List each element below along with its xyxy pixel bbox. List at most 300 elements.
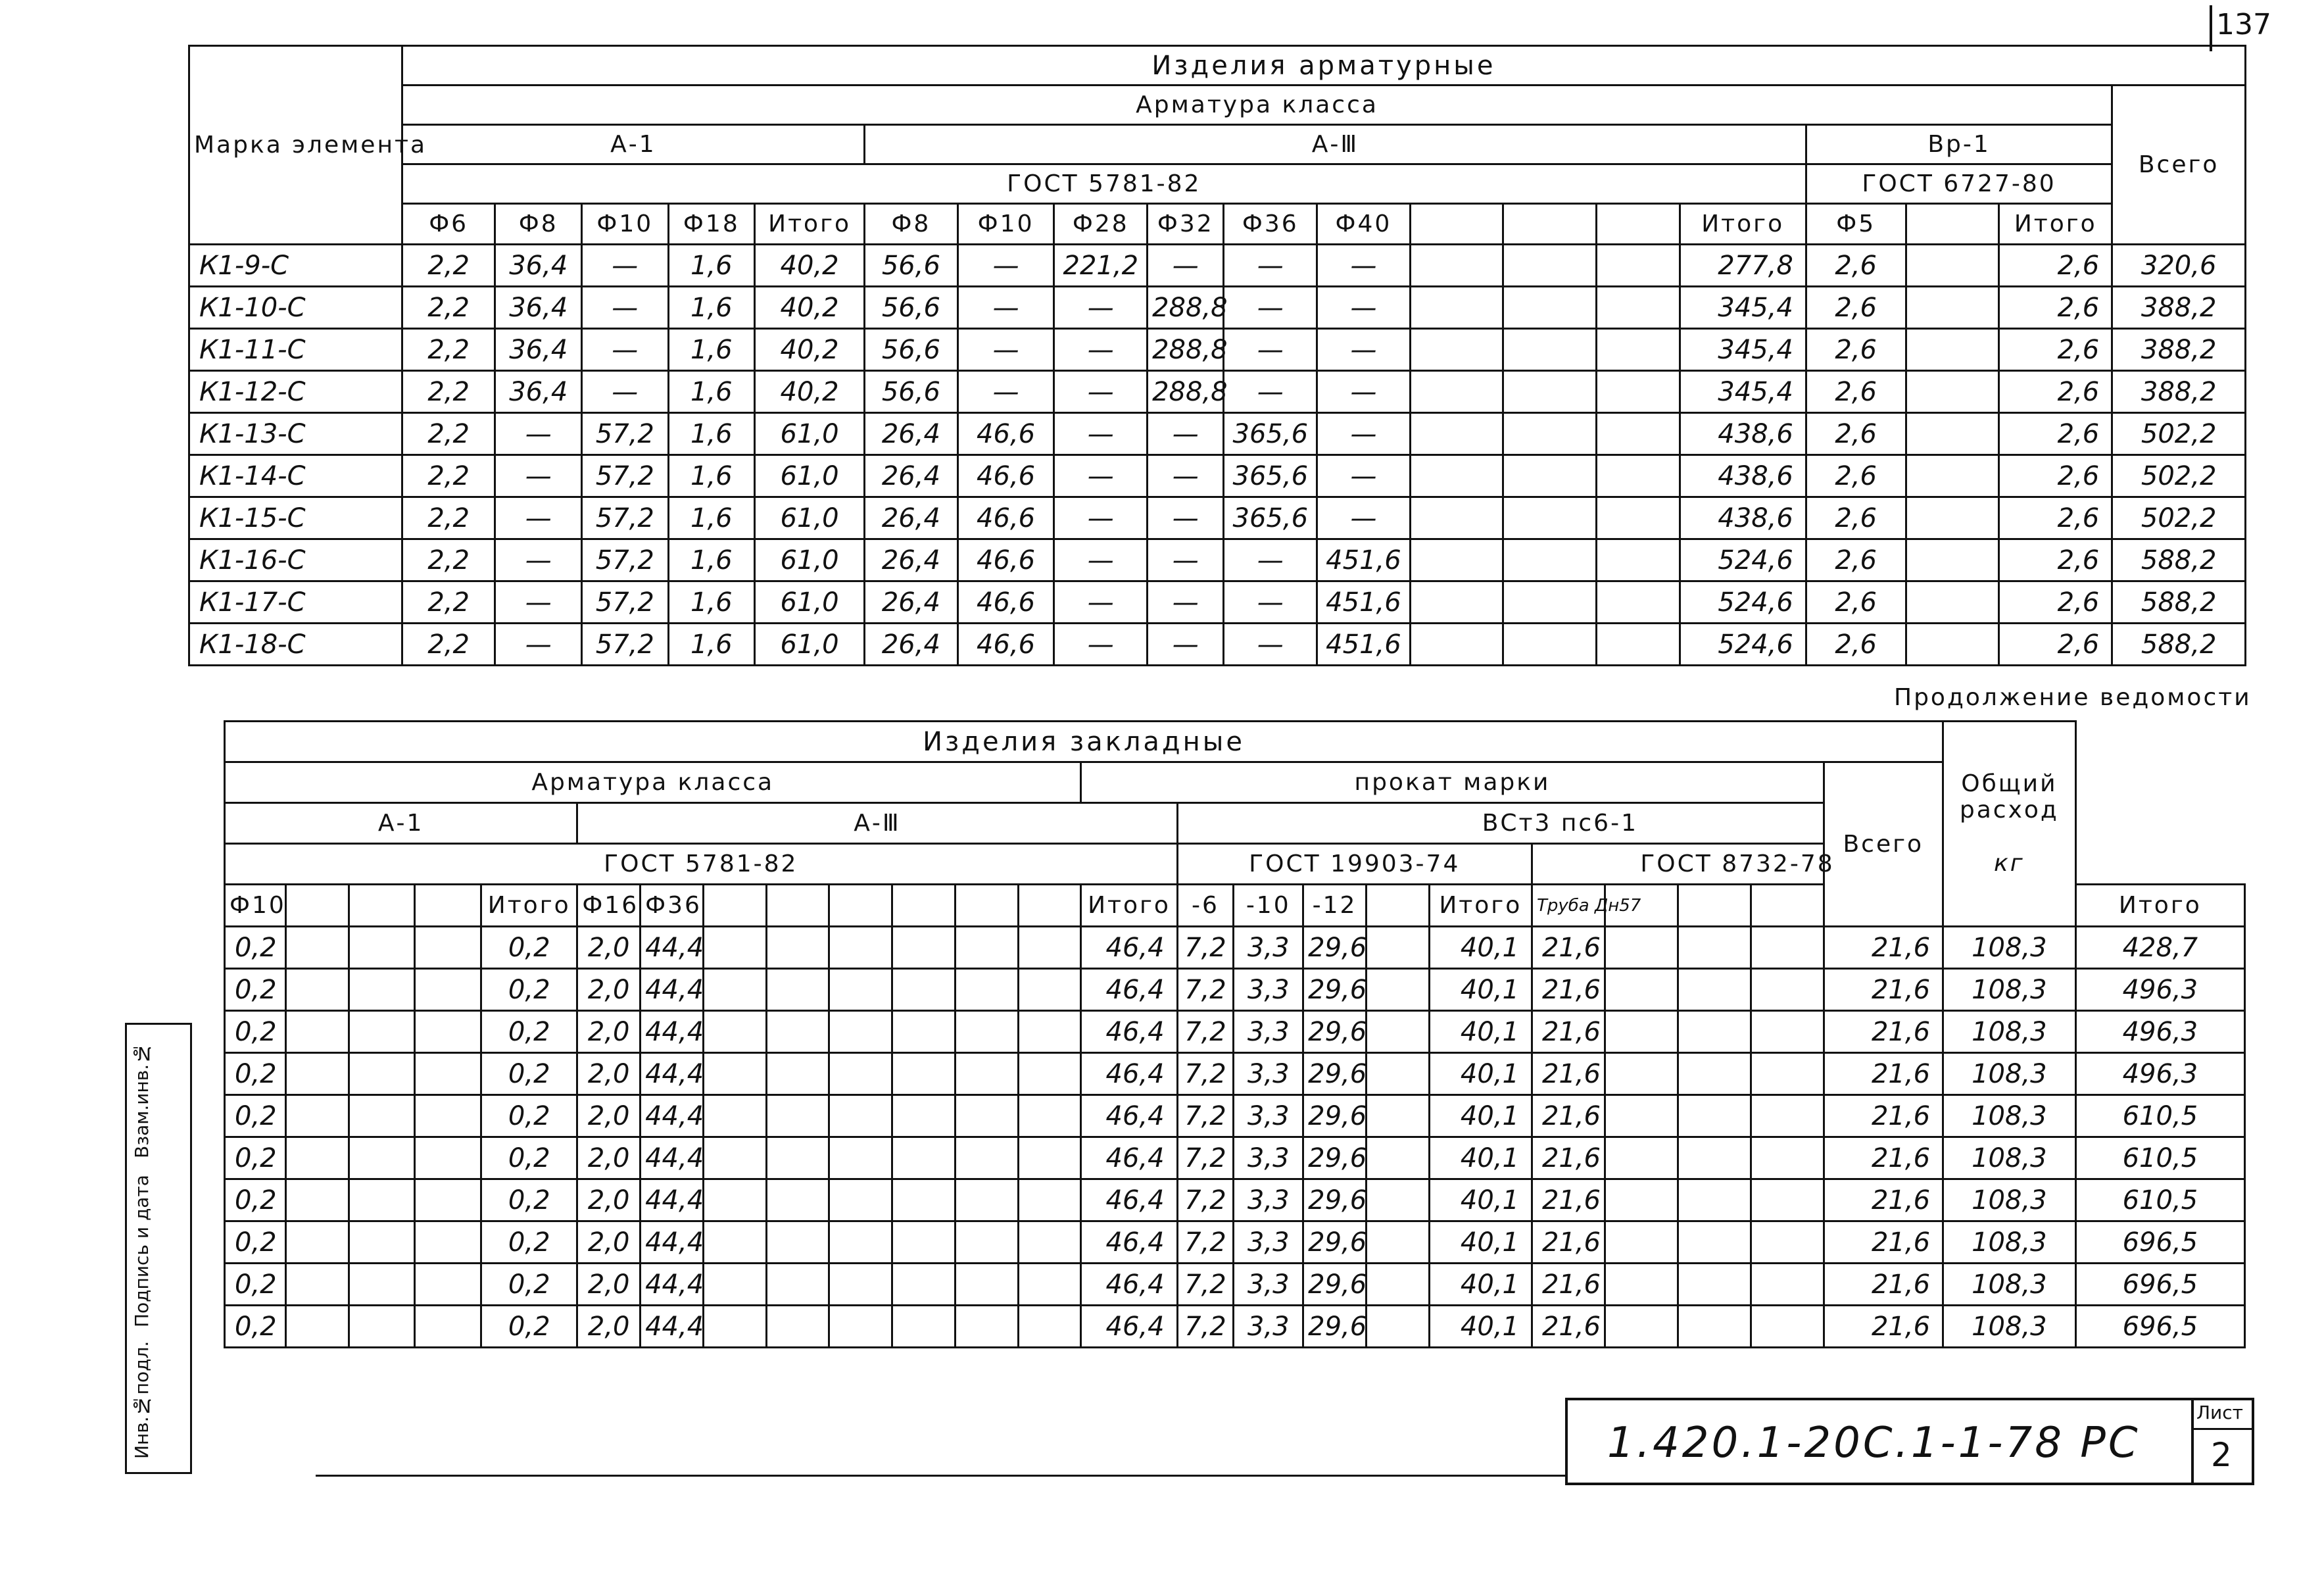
table-cell: 7,2 — [1177, 1264, 1234, 1306]
table-cell — [703, 969, 766, 1011]
table-cell — [703, 1011, 766, 1053]
table-cell: 3,3 — [1234, 1179, 1303, 1221]
table2-column-header — [703, 885, 766, 927]
table-cell: — — [957, 329, 1054, 371]
table-cell — [1751, 1011, 1824, 1053]
t2-class-a3: А-Ⅲ — [577, 803, 1177, 844]
table-cell — [703, 1137, 766, 1179]
table-cell — [1605, 1221, 1678, 1264]
row-total: 108,3 — [1943, 927, 2076, 969]
table-cell — [285, 1095, 349, 1137]
table-cell — [766, 927, 829, 969]
table-cell: 2,2 — [402, 455, 495, 497]
table-cell: 21,6 — [1824, 1053, 1943, 1095]
table2-column-header: Итого — [1081, 885, 1177, 927]
table-cell — [1597, 329, 1680, 371]
table-cell: 46,6 — [957, 539, 1054, 581]
table-cell — [415, 1137, 481, 1179]
table-cell: 21,6 — [1824, 927, 1943, 969]
row-total: 108,3 — [1943, 1095, 2076, 1137]
table-cell — [1410, 329, 1503, 371]
table-cell: 29,6 — [1303, 1053, 1367, 1095]
table-cell — [349, 1095, 415, 1137]
table-cell: — — [1224, 371, 1317, 413]
table-cell: 2,6 — [1806, 581, 1906, 624]
table-cell: 46,4 — [1081, 1137, 1177, 1179]
table-cell — [1366, 969, 1429, 1011]
table1-column-header: Ф10 — [957, 204, 1054, 245]
table-cell: 40,1 — [1429, 969, 1532, 1011]
table-cell — [1410, 624, 1503, 666]
table-cell — [1751, 1221, 1824, 1264]
table-cell: 0,2 — [225, 1095, 286, 1137]
table-cell — [1597, 497, 1680, 539]
table-row — [189, 455, 2246, 497]
continuation-note: Продолжение ведомости — [1894, 684, 2252, 711]
total-header: Всего — [2112, 86, 2246, 245]
table-cell: 2,6 — [1999, 497, 2112, 539]
table-cell: — — [495, 455, 582, 497]
table-cell — [1597, 287, 1680, 329]
table-cell: 524,6 — [1680, 581, 1806, 624]
table-cell — [1018, 969, 1081, 1011]
table-cell — [1678, 1264, 1751, 1306]
table-row — [189, 413, 2246, 455]
table-cell — [703, 927, 766, 969]
table-cell — [1597, 581, 1680, 624]
row-total: 108,3 — [1943, 969, 2076, 1011]
table-cell: 2,0 — [577, 1306, 641, 1348]
table-cell — [1906, 245, 1999, 287]
t2-gost-a: ГОСТ 5781-82 — [225, 844, 1178, 885]
table-cell: 7,2 — [1177, 1306, 1234, 1348]
table1-column-header: Ф10 — [582, 204, 669, 245]
table-cell — [1018, 1306, 1081, 1348]
table-cell: 46,4 — [1081, 1095, 1177, 1137]
table-cell — [349, 1221, 415, 1264]
table-cell: 2,6 — [1806, 329, 1906, 371]
table-cell: 46,4 — [1081, 927, 1177, 969]
table-cell — [1751, 927, 1824, 969]
table-cell: 46,4 — [1081, 1011, 1177, 1053]
table-cell: 36,4 — [495, 371, 582, 413]
table-cell: 1,6 — [668, 287, 755, 329]
table-cell — [955, 1137, 1018, 1179]
grand-total: 496,3 — [2075, 969, 2244, 1011]
table-cell — [1018, 1095, 1081, 1137]
t2-gost-b: ГОСТ 19903-74 — [1177, 844, 1532, 885]
table2-column-header: -6 — [1177, 885, 1234, 927]
table-cell — [1410, 455, 1503, 497]
table-cell — [1751, 969, 1824, 1011]
table-cell: 44,4 — [641, 1264, 704, 1306]
table2-column-header — [1366, 885, 1429, 927]
table-cell — [1503, 371, 1597, 413]
table-cell: 1,6 — [668, 581, 755, 624]
table-cell: 44,4 — [641, 1179, 704, 1221]
class-a1: А-1 — [402, 125, 864, 164]
table-cell: 0,2 — [481, 1306, 577, 1348]
table-cell: 29,6 — [1303, 1306, 1367, 1348]
table-cell: 0,2 — [225, 1264, 286, 1306]
table-cell: 1,6 — [668, 413, 755, 455]
table1-column-header: Итого — [755, 204, 865, 245]
row-total: 502,2 — [2112, 497, 2246, 539]
table-cell — [955, 969, 1018, 1011]
table-cell: 0,2 — [225, 1137, 286, 1179]
table-cell: 29,6 — [1303, 1179, 1367, 1221]
table-cell: 56,6 — [865, 371, 958, 413]
table-cell: 365,6 — [1224, 413, 1317, 455]
table-cell: 365,6 — [1224, 455, 1317, 497]
table-cell — [766, 1053, 829, 1095]
table-cell: 46,6 — [957, 413, 1054, 455]
table-cell — [1597, 455, 1680, 497]
table-cell: 44,4 — [641, 1011, 704, 1053]
table-cell: 2,6 — [1806, 287, 1906, 329]
table-cell — [1751, 1306, 1824, 1348]
table-cell: 40,2 — [755, 287, 865, 329]
table-cell: — — [1054, 497, 1148, 539]
table-cell: 46,6 — [957, 497, 1054, 539]
table-cell: 2,6 — [1999, 624, 2112, 666]
table-cell — [1366, 1221, 1429, 1264]
row-total: 320,6 — [2112, 245, 2246, 287]
table-cell — [1597, 539, 1680, 581]
table-cell: 0,2 — [481, 1221, 577, 1264]
table-cell: 1,6 — [668, 539, 755, 581]
table2-column-header: Итого — [2075, 885, 2244, 927]
side-approval-stamp — [125, 1023, 192, 1474]
table1-title: Изделия арматурные — [402, 46, 2245, 86]
table-cell: 451,6 — [1317, 539, 1411, 581]
gost-a: ГОСТ 5781-82 — [402, 164, 1806, 204]
table-cell — [766, 1011, 829, 1053]
table-cell: — — [1317, 287, 1411, 329]
table-cell — [892, 1221, 956, 1264]
grand-total: 696,5 — [2075, 1306, 2244, 1348]
table-cell: 0,2 — [481, 927, 577, 969]
table-cell: 46,6 — [957, 455, 1054, 497]
row-total: 502,2 — [2112, 413, 2246, 455]
table-cell: 3,3 — [1234, 1137, 1303, 1179]
table-cell — [766, 969, 829, 1011]
table-cell — [829, 1137, 892, 1179]
table-cell: 2,6 — [1806, 413, 1906, 455]
table-cell: 2,0 — [577, 1053, 641, 1095]
table-cell — [892, 1179, 956, 1221]
element-mark: К1-9-С — [189, 245, 402, 287]
table-cell — [1503, 624, 1597, 666]
table-cell: 1,6 — [668, 329, 755, 371]
table-cell: 0,2 — [481, 1179, 577, 1221]
table-cell — [703, 1306, 766, 1348]
gost-b: ГОСТ 6727-80 — [1806, 164, 2112, 204]
table2-column-header: Ф36 — [641, 885, 704, 927]
table-cell: 3,3 — [1234, 969, 1303, 1011]
table-cell: 21,6 — [1532, 1179, 1605, 1221]
element-mark: К1-12-С — [189, 371, 402, 413]
table-cell: 0,2 — [481, 1137, 577, 1179]
table-cell — [1366, 1011, 1429, 1053]
table-cell — [1751, 1053, 1824, 1095]
table-cell: 2,0 — [577, 969, 641, 1011]
table-cell — [1906, 497, 1999, 539]
table-cell — [892, 1264, 956, 1306]
table-cell: 21,6 — [1532, 1137, 1605, 1179]
table-cell: 21,6 — [1824, 1264, 1943, 1306]
rolled-header: прокат марки — [1081, 762, 1824, 803]
row-total: 588,2 — [2112, 624, 2246, 666]
t2-gost-c: ГОСТ 8732-78 — [1532, 844, 1943, 885]
table-cell — [1503, 287, 1597, 329]
table-cell: — — [1148, 245, 1224, 287]
table-cell — [1605, 969, 1678, 1011]
table-cell — [1366, 1264, 1429, 1306]
row-total: 502,2 — [2112, 455, 2246, 497]
table-cell: 288,8 — [1148, 329, 1224, 371]
table-cell: 21,6 — [1532, 1053, 1605, 1095]
table-cell: 288,8 — [1148, 287, 1224, 329]
row-total: 388,2 — [2112, 371, 2246, 413]
table-cell — [415, 1306, 481, 1348]
table-cell — [1678, 1137, 1751, 1179]
table-cell — [703, 1221, 766, 1264]
table-cell: 40,1 — [1429, 1053, 1532, 1095]
title-block — [1565, 1398, 2254, 1485]
table-cell: 7,2 — [1177, 1095, 1234, 1137]
element-mark: К1-13-С — [189, 413, 402, 455]
table-cell: 7,2 — [1177, 969, 1234, 1011]
table-row — [189, 287, 2246, 329]
table-cell: 44,4 — [641, 1306, 704, 1348]
table-cell: — — [1148, 581, 1224, 624]
element-mark: К1-17-С — [189, 581, 402, 624]
table-cell: 36,4 — [495, 329, 582, 371]
table-cell — [1678, 1221, 1751, 1264]
table-cell: 1,6 — [668, 371, 755, 413]
table-cell — [1503, 245, 1597, 287]
table-cell — [285, 969, 349, 1011]
table1-column-header — [1503, 204, 1597, 245]
table-cell — [766, 1137, 829, 1179]
table-row — [189, 581, 2246, 624]
table-cell: 57,2 — [582, 413, 669, 455]
table-cell: 2,6 — [1999, 287, 2112, 329]
element-mark: К1-11-С — [189, 329, 402, 371]
table-cell: 277,8 — [1680, 245, 1806, 287]
table-cell: 451,6 — [1317, 624, 1411, 666]
table-cell — [955, 1179, 1018, 1221]
table-cell: 0,2 — [225, 1306, 286, 1348]
table-cell: — — [957, 287, 1054, 329]
table-cell: 21,6 — [1824, 1137, 1943, 1179]
table-row — [225, 927, 2245, 969]
table-cell: 29,6 — [1303, 1095, 1367, 1137]
table-cell — [415, 969, 481, 1011]
table-cell — [1751, 1137, 1824, 1179]
table-cell: 40,2 — [755, 329, 865, 371]
row-total: 108,3 — [1943, 1221, 2076, 1264]
table-cell: — — [1054, 413, 1148, 455]
table-cell — [1597, 413, 1680, 455]
table-cell — [1366, 1137, 1429, 1179]
table-cell: — — [582, 245, 669, 287]
table-cell: 524,6 — [1680, 624, 1806, 666]
table-cell: — — [1054, 624, 1148, 666]
table-cell: 2,2 — [402, 287, 495, 329]
table-cell: 345,4 — [1680, 329, 1806, 371]
table-cell: — — [957, 245, 1054, 287]
page-number: 137 — [2216, 8, 2271, 41]
table-cell: 61,0 — [755, 497, 865, 539]
table-cell — [415, 1011, 481, 1053]
table-cell — [955, 1053, 1018, 1095]
table-cell: 2,6 — [1806, 624, 1906, 666]
table-cell: 345,4 — [1680, 371, 1806, 413]
row-total: 388,2 — [2112, 329, 2246, 371]
table-cell — [1605, 927, 1678, 969]
row-total: 108,3 — [1943, 1053, 2076, 1095]
grand-total: 496,3 — [2075, 1053, 2244, 1095]
table-cell: 61,0 — [755, 413, 865, 455]
table-cell — [829, 1179, 892, 1221]
table-cell: — — [1317, 455, 1411, 497]
table-cell: 29,6 — [1303, 1137, 1367, 1179]
table-cell — [285, 1264, 349, 1306]
table-cell — [349, 1011, 415, 1053]
table-cell — [1018, 927, 1081, 969]
table-cell: 26,4 — [865, 497, 958, 539]
table-cell — [703, 1053, 766, 1095]
table-cell: 40,1 — [1429, 1095, 1532, 1137]
table-cell: 7,2 — [1177, 1221, 1234, 1264]
table-cell: 46,4 — [1081, 969, 1177, 1011]
table-cell — [1678, 1011, 1751, 1053]
row-total: 108,3 — [1943, 1179, 2076, 1221]
table-cell: 29,6 — [1303, 1011, 1367, 1053]
table-cell — [703, 1179, 766, 1221]
table-cell — [285, 1179, 349, 1221]
table-cell — [1410, 581, 1503, 624]
grand-total: 496,3 — [2075, 1011, 2244, 1053]
table-cell: 61,0 — [755, 581, 865, 624]
table-cell: 21,6 — [1532, 969, 1605, 1011]
table-cell: 0,2 — [225, 1053, 286, 1095]
table-cell: — — [1148, 413, 1224, 455]
table-cell — [829, 1011, 892, 1053]
grand-total: 610,5 — [2075, 1137, 2244, 1179]
table-cell: 57,2 — [582, 624, 669, 666]
table-cell — [1366, 1053, 1429, 1095]
element-mark: К1-14-С — [189, 455, 402, 497]
table-cell — [766, 1221, 829, 1264]
element-mark: К1-10-С — [189, 287, 402, 329]
table-cell: 40,1 — [1429, 1179, 1532, 1221]
table-cell — [415, 1179, 481, 1221]
table2-total-header: Всего — [1824, 762, 1943, 927]
table-cell: 40,1 — [1429, 1264, 1532, 1306]
table-cell: — — [1224, 624, 1317, 666]
table-cell — [766, 1306, 829, 1348]
table-cell — [703, 1264, 766, 1306]
table-cell — [892, 1011, 956, 1053]
table-cell: 1,6 — [668, 455, 755, 497]
table-cell: 3,3 — [1234, 1306, 1303, 1348]
table-cell: 61,0 — [755, 539, 865, 581]
table-cell: — — [1054, 581, 1148, 624]
table-cell: 44,4 — [641, 969, 704, 1011]
table-cell: 2,2 — [402, 245, 495, 287]
table-cell — [349, 1179, 415, 1221]
table-cell — [1678, 969, 1751, 1011]
table-cell: 21,6 — [1532, 1264, 1605, 1306]
table-cell: 2,6 — [1999, 371, 2112, 413]
table-cell — [1503, 413, 1597, 455]
table-cell — [1906, 371, 1999, 413]
table-cell — [955, 1011, 1018, 1053]
table-cell: 21,6 — [1824, 1221, 1943, 1264]
table2-column-header — [285, 885, 349, 927]
document-code: 1.420.1-20С.1-1-78 РС — [1607, 1419, 2141, 1467]
table-cell — [1018, 1011, 1081, 1053]
table-row — [189, 371, 2246, 413]
table2-column-header: -10 — [1234, 885, 1303, 927]
table-cell: 36,4 — [495, 245, 582, 287]
table-cell: 40,1 — [1429, 1221, 1532, 1264]
table-cell: — — [582, 287, 669, 329]
table-cell: 2,6 — [1999, 413, 2112, 455]
table-cell — [1410, 413, 1503, 455]
table-cell: 365,6 — [1224, 497, 1317, 539]
table-cell: 2,2 — [402, 539, 495, 581]
table-cell: 3,3 — [1234, 1264, 1303, 1306]
table-cell: 221,2 — [1054, 245, 1148, 287]
row-total: 108,3 — [1943, 1306, 2076, 1348]
table-cell: 44,4 — [641, 1053, 704, 1095]
table-cell: — — [495, 624, 582, 666]
table-cell — [285, 1011, 349, 1053]
element-mark: К1-15-С — [189, 497, 402, 539]
table-cell — [1597, 245, 1680, 287]
table-cell — [1678, 1053, 1751, 1095]
table-cell — [349, 1053, 415, 1095]
table-cell: 2,0 — [577, 1264, 641, 1306]
table-cell — [1410, 371, 1503, 413]
table-cell: 2,6 — [1806, 455, 1906, 497]
table-cell: 44,4 — [641, 927, 704, 969]
table2-column-header — [892, 885, 956, 927]
table2-column-header — [1678, 885, 1751, 927]
table-cell: 46,4 — [1081, 1306, 1177, 1348]
table-cell — [285, 1306, 349, 1348]
table-row — [225, 1264, 2245, 1306]
table-cell: 2,6 — [1806, 371, 1906, 413]
table-row — [189, 539, 2246, 581]
table-row — [189, 245, 2246, 287]
table-cell: 7,2 — [1177, 1011, 1234, 1053]
table-cell: 46,4 — [1081, 1264, 1177, 1306]
table-cell — [1605, 1095, 1678, 1137]
table1-column-header — [1906, 204, 1999, 245]
table-cell: 46,4 — [1081, 1221, 1177, 1264]
table-cell: — — [495, 581, 582, 624]
element-mark: К1-18-С — [189, 624, 402, 666]
table-cell — [829, 1264, 892, 1306]
grand-total: 610,5 — [2075, 1179, 2244, 1221]
table-cell — [1906, 624, 1999, 666]
table1-column-header: Итого — [1680, 204, 1806, 245]
